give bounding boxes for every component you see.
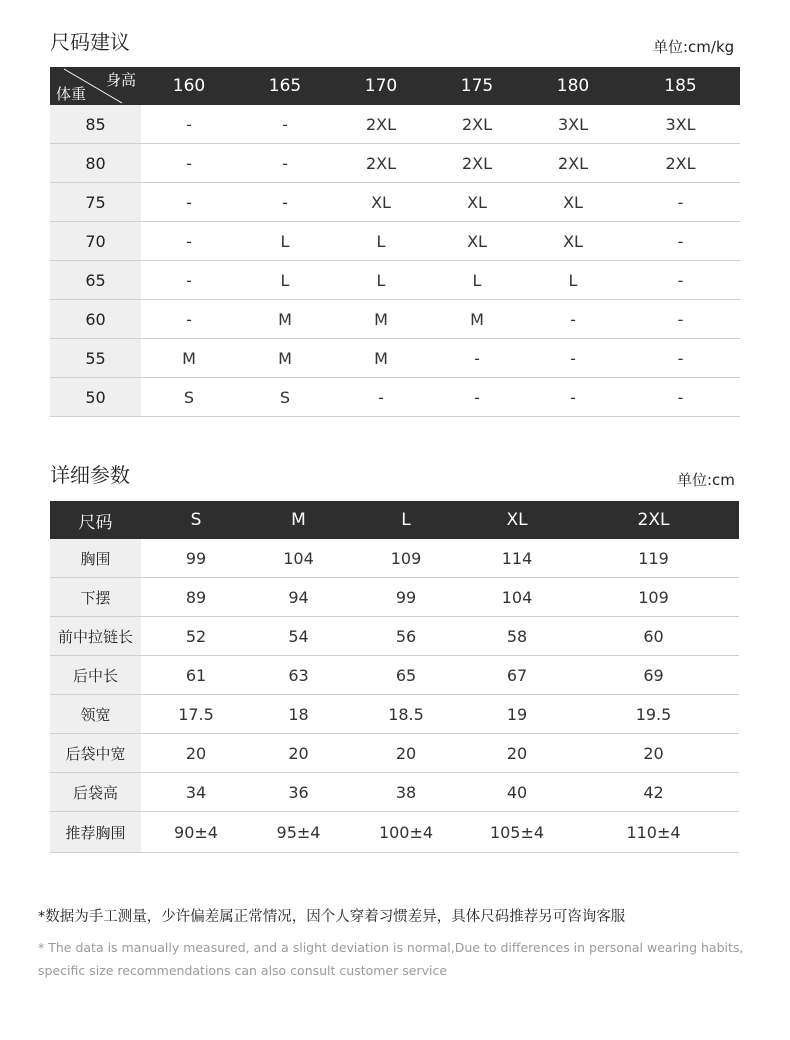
param-value-cell: 17.5 <box>141 695 251 734</box>
param-value-cell: 38 <box>346 773 466 812</box>
size-cell: 2XL <box>525 144 621 183</box>
size-header: XL <box>466 501 568 539</box>
size-cell: - <box>429 339 525 378</box>
size-advice-title: 尺码建议 <box>50 30 130 54</box>
size-cell: - <box>429 378 525 417</box>
size-cell: - <box>525 378 621 417</box>
height-header: 185 <box>621 67 740 105</box>
corner-cell <box>50 67 141 105</box>
size-cell: - <box>141 183 237 222</box>
size-cell: XL <box>525 222 621 261</box>
size-cell: - <box>525 339 621 378</box>
size-cell: XL <box>429 183 525 222</box>
table-row <box>50 144 740 183</box>
height-header: 175 <box>429 67 525 105</box>
size-cell: S <box>141 378 237 417</box>
param-name-cell: 下摆 <box>50 578 141 617</box>
size-cell: 3XL <box>621 105 740 144</box>
param-name-cell: 胸围 <box>50 539 141 578</box>
size-cell: L <box>237 222 333 261</box>
table-row <box>50 656 739 695</box>
size-cell: XL <box>525 183 621 222</box>
size-cell: - <box>141 222 237 261</box>
param-name-cell: 后中长 <box>50 656 141 695</box>
size-cell: M <box>237 339 333 378</box>
table-row <box>50 339 740 378</box>
size-cell: - <box>621 378 740 417</box>
weight-cell: 70 <box>50 222 141 261</box>
size-cell: XL <box>333 183 429 222</box>
param-value-cell: 104 <box>466 578 568 617</box>
table-row <box>50 539 739 578</box>
size-cell: - <box>621 222 740 261</box>
param-value-cell: 19.5 <box>568 695 739 734</box>
param-value-cell: 65 <box>346 656 466 695</box>
size-cell: - <box>333 378 429 417</box>
param-value-cell: 18.5 <box>346 695 466 734</box>
table-row <box>50 222 740 261</box>
param-name-cell: 后袋中宽 <box>50 734 141 773</box>
param-value-cell: 20 <box>568 734 739 773</box>
size-cell: 2XL <box>621 144 740 183</box>
param-value-cell: 63 <box>251 656 346 695</box>
table-row <box>50 773 739 812</box>
weight-cell: 85 <box>50 105 141 144</box>
param-value-cell: 99 <box>346 578 466 617</box>
corner-height-label: 身高 <box>105 71 136 89</box>
param-value-cell: 60 <box>568 617 739 656</box>
param-value-cell: 69 <box>568 656 739 695</box>
measurement-note-en: * The data is manually measured, and a slight deviation is normal,Due to differences in personal wearing habits, specific size recommendations can also consult customer service <box>38 940 744 978</box>
param-value-cell: 58 <box>466 617 568 656</box>
size-cell: M <box>429 300 525 339</box>
size-header: 2XL <box>568 501 739 539</box>
table-row <box>50 300 740 339</box>
height-header: 180 <box>525 67 621 105</box>
param-value-cell: 61 <box>141 656 251 695</box>
size-header: L <box>346 501 466 539</box>
param-value-cell: 114 <box>466 539 568 578</box>
param-name-cell: 领宽 <box>50 695 141 734</box>
param-value-cell: 104 <box>251 539 346 578</box>
weight-cell: 55 <box>50 339 141 378</box>
table-row <box>50 617 739 656</box>
table-row <box>50 812 739 853</box>
param-value-cell: 42 <box>568 773 739 812</box>
details-table <box>50 501 739 853</box>
param-value-cell: 110±4 <box>568 812 739 853</box>
weight-cell: 80 <box>50 144 141 183</box>
param-value-cell: 19 <box>466 695 568 734</box>
size-cell: S <box>237 378 333 417</box>
table-row <box>50 734 739 773</box>
table-row <box>50 183 740 222</box>
param-name-cell: 推荐胸围 <box>50 812 141 853</box>
param-value-cell: 109 <box>346 539 466 578</box>
size-cell: - <box>621 339 740 378</box>
size-cell: - <box>621 261 740 300</box>
param-value-cell: 99 <box>141 539 251 578</box>
size-advice-table <box>50 67 740 417</box>
size-cell: 2XL <box>333 105 429 144</box>
size-cell: L <box>333 222 429 261</box>
param-value-cell: 20 <box>251 734 346 773</box>
param-value-cell: 119 <box>568 539 739 578</box>
size-cell: 2XL <box>429 144 525 183</box>
param-value-cell: 20 <box>466 734 568 773</box>
size-advice-unit: 单位:cm/kg <box>653 38 735 56</box>
param-value-cell: 94 <box>251 578 346 617</box>
size-cell: 3XL <box>525 105 621 144</box>
param-value-cell: 105±4 <box>466 812 568 853</box>
size-cell: 2XL <box>429 105 525 144</box>
param-value-cell: 52 <box>141 617 251 656</box>
table-row <box>50 105 740 144</box>
size-cell: M <box>333 339 429 378</box>
details-title: 详细参数 <box>50 463 130 487</box>
param-value-cell: 20 <box>141 734 251 773</box>
details-unit: 单位:cm <box>677 471 735 489</box>
size-cell: L <box>429 261 525 300</box>
size-cell: - <box>525 300 621 339</box>
param-value-cell: 90±4 <box>141 812 251 853</box>
param-value-cell: 36 <box>251 773 346 812</box>
table-row <box>50 578 739 617</box>
size-cell: - <box>237 183 333 222</box>
weight-cell: 75 <box>50 183 141 222</box>
size-cell: L <box>237 261 333 300</box>
size-cell: - <box>237 105 333 144</box>
param-value-cell: 18 <box>251 695 346 734</box>
param-name-cell: 前中拉链长 <box>50 617 141 656</box>
size-cell: - <box>141 300 237 339</box>
size-cell: - <box>237 144 333 183</box>
param-value-cell: 67 <box>466 656 568 695</box>
size-cell: - <box>621 183 740 222</box>
param-value-cell: 34 <box>141 773 251 812</box>
weight-cell: 60 <box>50 300 141 339</box>
param-value-cell: 54 <box>251 617 346 656</box>
height-header: 160 <box>141 67 237 105</box>
param-value-cell: 56 <box>346 617 466 656</box>
size-cell: XL <box>429 222 525 261</box>
weight-cell: 50 <box>50 378 141 417</box>
table-row <box>50 695 739 734</box>
param-value-cell: 100±4 <box>346 812 466 853</box>
size-cell: - <box>141 261 237 300</box>
size-cell: M <box>333 300 429 339</box>
size-cell: - <box>141 144 237 183</box>
param-value-cell: 20 <box>346 734 466 773</box>
size-cell: - <box>621 300 740 339</box>
param-value-cell: 89 <box>141 578 251 617</box>
size-cell: L <box>525 261 621 300</box>
size-corner-header: 尺码 <box>50 501 141 539</box>
size-cell: 2XL <box>333 144 429 183</box>
corner-weight-label: 体重 <box>56 85 87 103</box>
size-header: M <box>251 501 346 539</box>
size-cell: M <box>141 339 237 378</box>
param-value-cell: 40 <box>466 773 568 812</box>
size-cell: - <box>141 105 237 144</box>
details-header-row <box>50 501 739 539</box>
measurement-note-cn: *数据为手工测量，少许偏差属正常情况，因个人穿着习惯差异，具体尺码推荐另可咨询客服 <box>38 909 626 925</box>
param-value-cell: 109 <box>568 578 739 617</box>
table-row <box>50 261 740 300</box>
height-header: 170 <box>333 67 429 105</box>
size-advice-header-row <box>50 67 740 105</box>
size-header: S <box>141 501 251 539</box>
table-row <box>50 378 740 417</box>
size-cell: L <box>333 261 429 300</box>
size-cell: M <box>237 300 333 339</box>
param-value-cell: 95±4 <box>251 812 346 853</box>
param-name-cell: 后袋高 <box>50 773 141 812</box>
weight-cell: 65 <box>50 261 141 300</box>
height-header: 165 <box>237 67 333 105</box>
